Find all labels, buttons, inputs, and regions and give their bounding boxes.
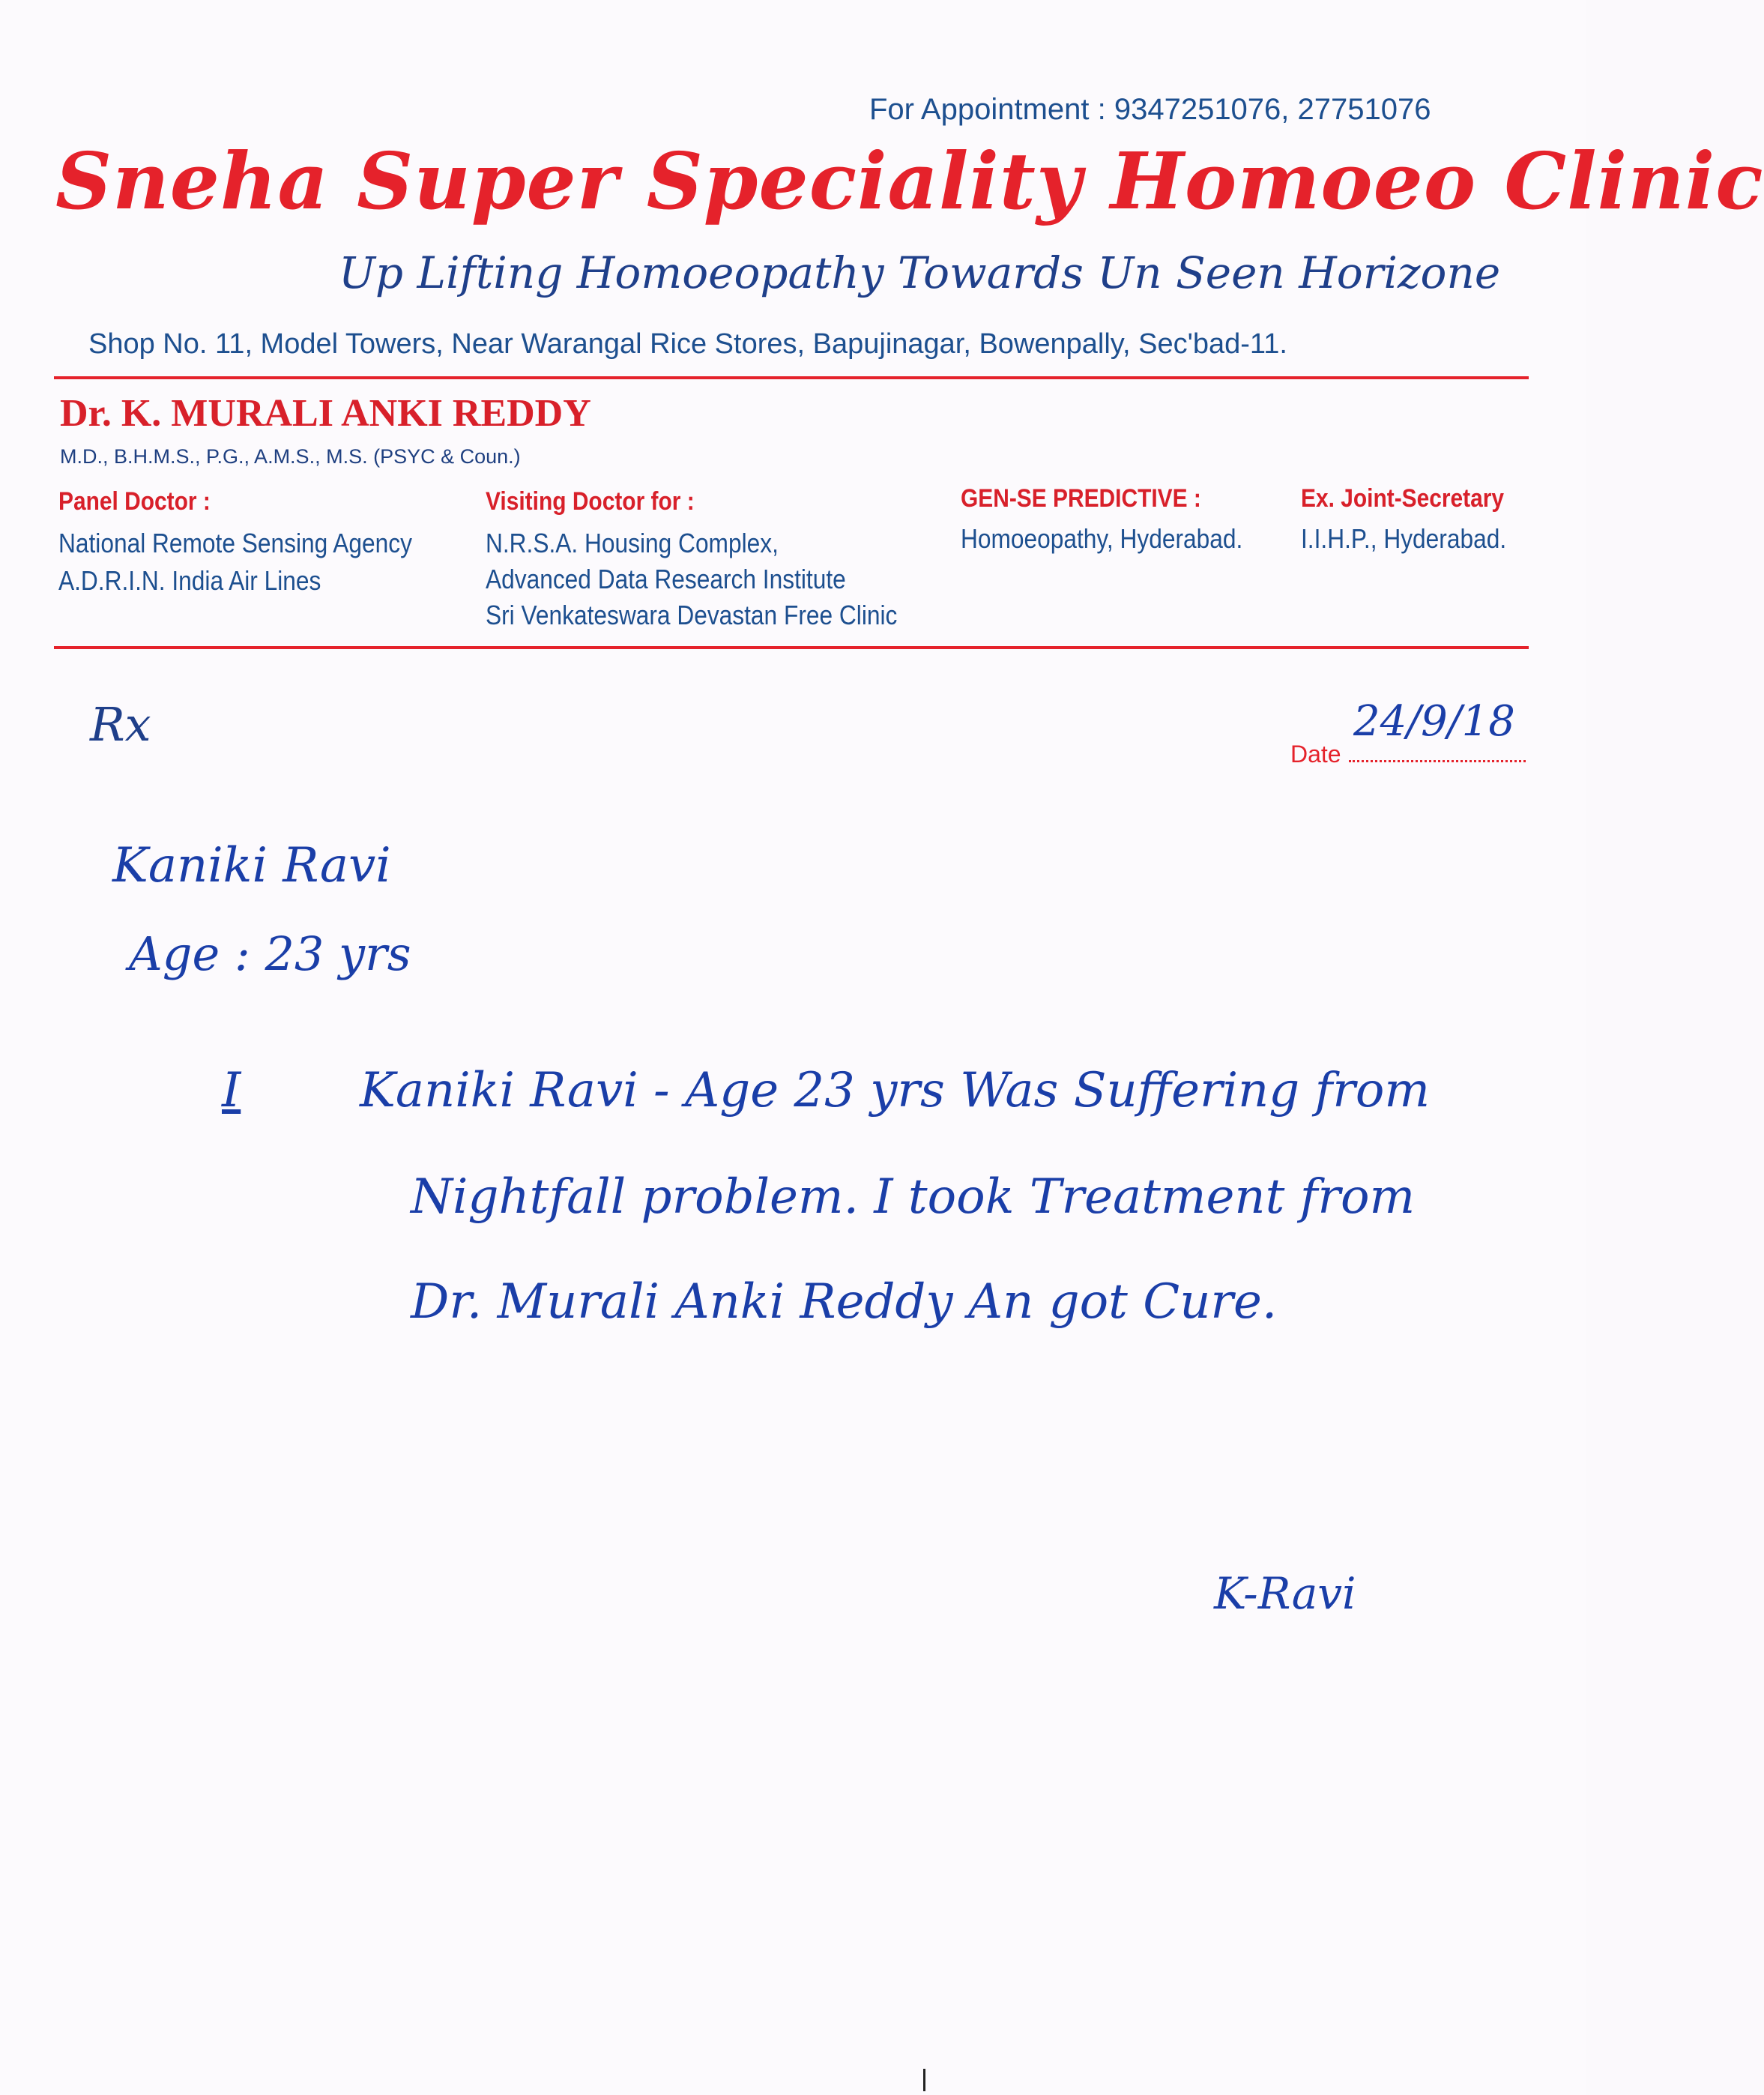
- clinic-tagline: Up Lifting Homoeopathy Towards Un Seen Horizone: [339, 247, 1501, 298]
- panel-doctor-line: National Remote Sensing Agency: [58, 528, 412, 558]
- paper-mark: [923, 2069, 925, 2091]
- patient-signature: K-Ravi: [1214, 1568, 1356, 1619]
- clinic-address: Shop No. 11, Model Towers, Near Warangal Rice Stores, Bapujinagar, Bowenpally, Sec'bad-11.: [88, 328, 1287, 360]
- statement-marker: I: [222, 1063, 241, 1118]
- date-value: 24/9/18: [1353, 697, 1515, 746]
- header-divider-bottom: [54, 646, 1529, 649]
- visiting-doctor-line: N.R.S.A. Housing Complex,: [486, 528, 779, 558]
- visiting-doctor-line: Advanced Data Research Institute: [486, 564, 846, 594]
- joint-secretary-heading: Ex. Joint-Secretary: [1301, 484, 1505, 513]
- panel-doctor-heading: Panel Doctor :: [58, 487, 211, 516]
- gen-se-predictive-heading: GEN-SE PREDICTIVE :: [961, 484, 1201, 513]
- patient-name: Kaniki Ravi: [112, 838, 391, 893]
- statement-line: Nightfall problem. I took Treatment from: [411, 1169, 1416, 1225]
- doctor-qualifications: M.D., B.H.M.S., P.G., A.M.S., M.S. (PSYC & Coun.): [60, 445, 521, 468]
- doctor-name: Dr. K. MURALI ANKI REDDY: [60, 392, 591, 435]
- gen-se-predictive-line: Homoeopathy, Hyderabad.: [961, 523, 1243, 554]
- appointment-contact: For Appointment : 9347251076, 27751076: [869, 93, 1431, 126]
- statement-line: Dr. Murali Anki Reddy An got Cure.: [411, 1274, 1278, 1330]
- header-divider-top: [54, 376, 1529, 379]
- date-label: Date: [1290, 741, 1341, 768]
- visiting-doctor-line: Sri Venkateswara Devastan Free Clinic: [486, 600, 898, 630]
- rx-symbol: Rx: [90, 697, 151, 752]
- statement-line: Kaniki Ravi - Age 23 yrs Was Suffering from: [360, 1063, 1431, 1118]
- clinic-name: Sneha Super Speciality Homoeo Clinic: [55, 135, 1764, 227]
- panel-doctor-line: A.D.R.I.N. India Air Lines: [58, 565, 321, 596]
- patient-age: Age : 23 yrs: [129, 926, 411, 981]
- joint-secretary-line: I.I.H.P., Hyderabad.: [1301, 523, 1507, 554]
- date-dotted-line: [1349, 760, 1526, 762]
- visiting-doctor-heading: Visiting Doctor for :: [486, 487, 695, 516]
